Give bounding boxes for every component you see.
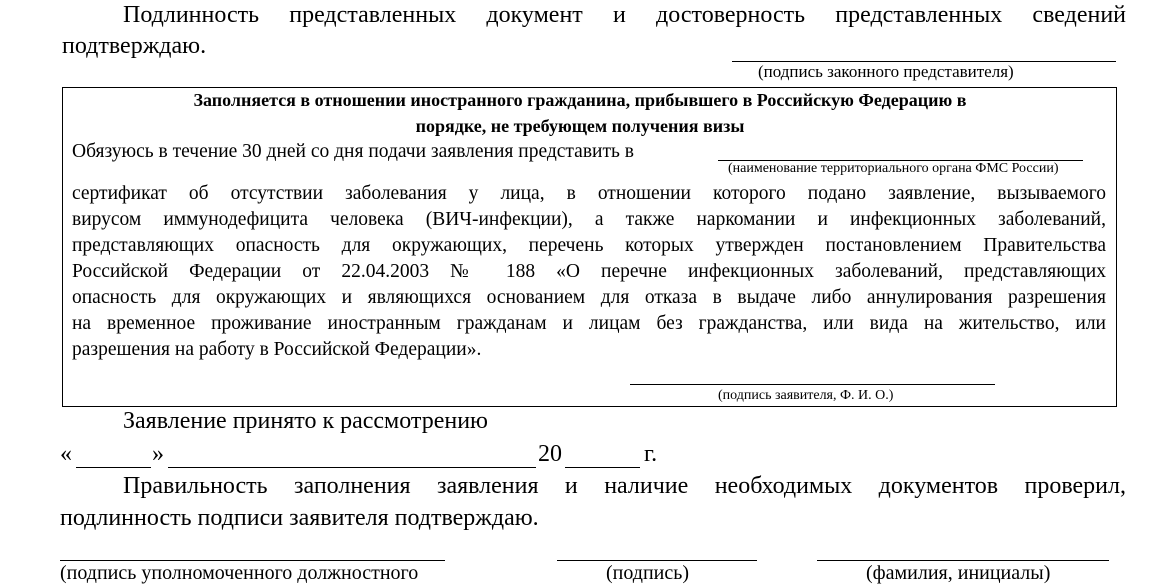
fms-office-caption: (наименование территориального органа ФМС России) [728,161,1059,176]
full-name-caption: (фамилия, инициалы) [866,562,1051,584]
authenticity-statement-line2: подтверждаю. [62,33,207,59]
certificate-text-line: представляющих опасность для окружающих, перечень которых утвержден постановлением Правительства [72,235,1106,256]
acceptance-month-field[interactable] [168,467,536,468]
official-signature-line[interactable] [60,560,445,561]
verification-line2: подлинность подписи заявителя подтверждаю. [60,505,539,531]
acceptance-day-field[interactable] [76,467,151,468]
certificate-text-last-line: разрешения на работу в Российской Федерации». [72,339,482,360]
year-suffix: г. [644,441,658,467]
applicant-signature-line[interactable] [630,384,995,385]
applicant-signature-caption: (подпись заявителя, Ф. И. О.) [718,388,894,403]
certificate-text-line: на временное проживание иностранным гражданам и лицам без гражданства, или вида на жительство, или [72,313,1106,334]
year-prefix: 20 [538,441,562,467]
obligation-text: Обязуюсь в течение 30 дней со дня подачи заявления представить в [72,141,634,162]
legal-representative-signature-caption: (подпись законного представителя) [758,62,1014,81]
certificate-text-line: Российской Федерации от 22.04.2003 № 188 «О перечне инфекционных заболеваний, представляющих [72,261,1106,282]
official-signature-caption: (подпись уполномоченного должностного [60,562,419,584]
acceptance-title: Заявление принято к рассмотрению [123,408,488,434]
verification-line1: Правильность заполнения заявления и наличие необходимых документов проверил, [123,473,1126,499]
date-quote-close: » [152,441,164,467]
acceptance-year-field[interactable] [565,467,640,468]
visa-free-section-title-line1: Заполняется в отношении иностранного гражданина, прибывшего в Российскую Федерацию в [193,90,967,110]
visa-free-section-title-line2: порядке, не требующем получения визы [415,116,745,136]
full-name-line[interactable] [817,560,1109,561]
signature-line[interactable] [557,560,757,561]
authenticity-statement-line1: Подлинность представленных документ и достоверность представленных сведений [123,2,1126,28]
certificate-text-line: опасность для окружающих и являющихся основанием для отказа в выдаче либо аннулирования разрешения [72,287,1106,308]
certificate-text-line: вирусом иммунодефицита человека (ВИЧ-инфекции), а также наркомании и инфекционных заболеваний, [72,209,1106,230]
certificate-text-line: сертификат об отсутствии заболевания у лица, в отношении которого подано заявление, вызываемого [72,183,1106,204]
signature-caption: (подпись) [606,562,690,584]
date-quote-open: « [60,441,72,467]
